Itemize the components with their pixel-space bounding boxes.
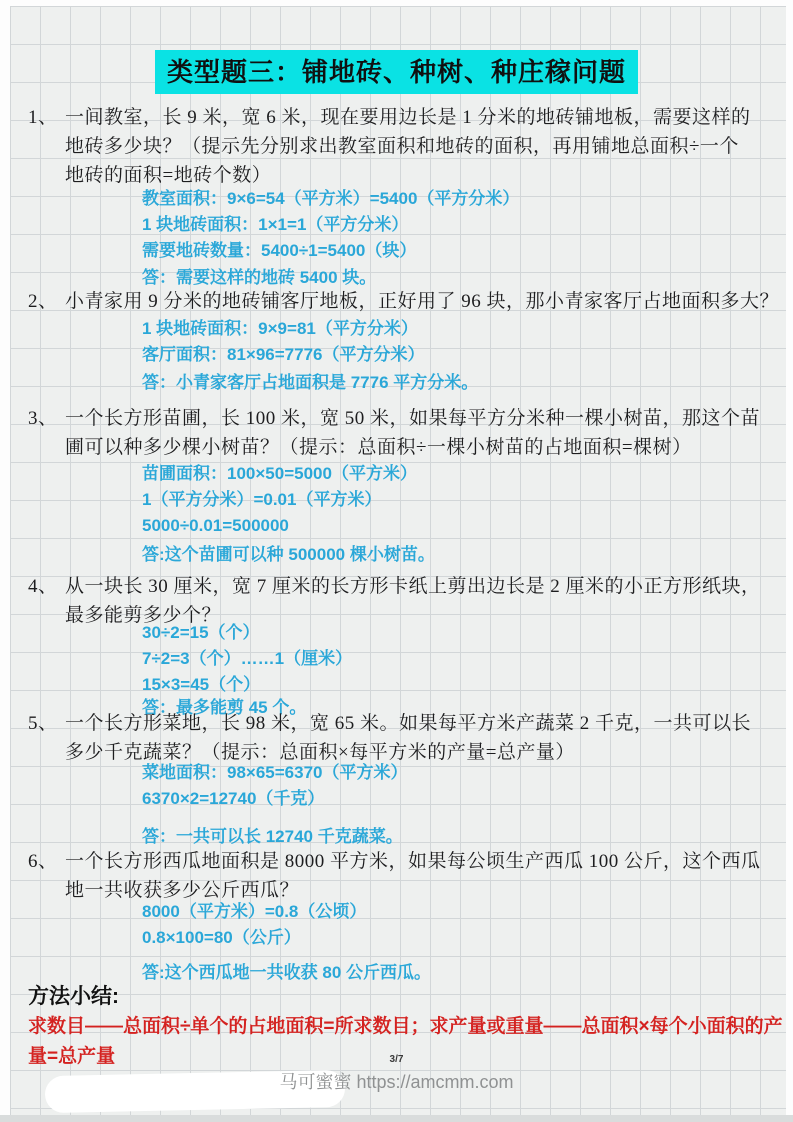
work-line: 1 块地砖面积：9×9=81（平方分米） [142, 319, 418, 338]
summary-line: 求数目——总面积÷单个的占地面积=所求数目；求产量或重量——总面积×每个小面积的产 [28, 1016, 783, 1037]
question-line [28, 572, 768, 601]
question-number: 5、 [28, 713, 58, 734]
summary-line: 量=总产量 [28, 1046, 116, 1067]
question-line [28, 103, 768, 132]
question-line-text: 一个长方形菜地，长 98 米，宽 65 米。如果每平方米产蔬菜 2 千克，一共可以长 [65, 713, 752, 734]
question-6-text [28, 847, 768, 905]
work-line: 7÷2=3（个）……1（厘米） [142, 649, 353, 668]
footer-site-text: 马可蜜蜜 https://amcmm.com [279, 1072, 514, 1092]
question-2-work [142, 316, 762, 368]
question-number: 3、 [28, 408, 58, 429]
question-6-answer: 答:这个西瓜地一共收获 80 公斤西瓜。 [142, 963, 432, 982]
question-3-text [28, 404, 768, 462]
work-line: 6370×2=12740（千克） [142, 789, 325, 808]
question-2-text [28, 287, 780, 316]
question-line: 最多能剪多少个？ [65, 605, 222, 626]
footer-page-number: 3/7 [389, 1054, 404, 1065]
question-4-work [142, 620, 762, 698]
work-line: 1 块地砖面积：1×1=1（平方分米） [142, 215, 409, 234]
question-5-answer: 答：一共可以长 12740 千克蔬菜。 [142, 827, 403, 846]
work-line: 教室面积：9×6=54（平方米）=5400（平方分米） [142, 189, 520, 208]
work-line: 客厅面积：81×96=7776（平方分米） [142, 345, 425, 364]
work-line: 菜地面积：98×65=6370（平方米） [142, 763, 408, 782]
page-title-row [0, 50, 793, 94]
question-line [28, 847, 768, 876]
question-line: 多少千克蔬菜？（提示：总面积×每平方米的产量=总产量） [65, 742, 575, 763]
question-5-text [28, 709, 768, 767]
question-number: 1、 [28, 107, 58, 128]
question-number: 6、 [28, 851, 58, 872]
question-6-work [142, 899, 762, 951]
page-bottom-edge [0, 1115, 793, 1122]
question-5-work [142, 760, 762, 812]
question-line-text: 一个长方形苗圃，长 100 米，宽 50 米，如果每平方分米种一棵小树苗，那这个苗 [65, 408, 761, 429]
work-line: 苗圃面积：100×50=5000（平方米） [142, 464, 417, 483]
question-number: 2、 [28, 291, 58, 312]
question-line: 地一共收获多少公斤西瓜？ [65, 880, 300, 901]
work-line: 1（平方分米）=0.01（平方米） [142, 490, 382, 509]
question-line-text: 一个长方形西瓜地面积是 8000 平方米，如果每公顷生产西瓜 100 公斤，这个西瓜 [65, 851, 761, 872]
question-1-answer: 答：需要这样的地砖 5400 块。 [142, 268, 377, 287]
question-3-answer: 答:这个苗圃可以种 500000 棵小树苗。 [142, 545, 435, 564]
question-1-work [142, 186, 762, 264]
question-line: 圃可以种多少棵小树苗？（提示：总面积÷一棵小树苗的占地面积=棵树） [65, 437, 692, 458]
question-line-text: 从一块长 30 厘米，宽 7 厘米的长方形卡纸上剪出边长是 2 厘米的小正方形纸块， [65, 576, 761, 597]
question-1-text [28, 103, 768, 190]
question-line: 地砖多少块？（提示先分别求出教室面积和地砖的面积，再用铺地总面积÷一个 [65, 136, 739, 157]
question-line: 地砖的面积=地砖个数） [65, 165, 272, 186]
question-line [28, 709, 768, 738]
question-4-answer: 答：最多能剪 45 个。 [142, 698, 307, 717]
question-2-answer: 答：小青家客厅占地面积是 7776 平方分米。 [142, 373, 479, 392]
question-line-text: 小青家用 9 分米的地砖铺客厅地板，正好用了 96 块，那小青家客厅占地面积多大？ [65, 291, 780, 312]
work-line: 0.8×100=80（公斤） [142, 928, 301, 947]
work-line: 8000（平方米）=0.8（公顷） [142, 902, 367, 921]
work-line: 5000÷0.01=500000 [142, 516, 289, 535]
work-line: 需要地砖数量：5400÷1=5400（块） [142, 241, 417, 260]
page-title: 类型题三：铺地砖、种树、种庄稼问题 [155, 50, 638, 94]
question-line [28, 287, 780, 316]
question-line-text: 一间教室，长 9 米，宽 6 米，现在要用边长是 1 分米的地砖铺地板，需要这样的 [65, 107, 751, 128]
work-line: 30÷2=15（个） [142, 623, 260, 642]
question-3-work [142, 461, 762, 539]
work-line: 15×3=45（个） [142, 675, 261, 694]
summary-heading: 方法小结: [28, 985, 119, 1008]
question-number: 4、 [28, 576, 58, 597]
question-line [28, 404, 768, 433]
